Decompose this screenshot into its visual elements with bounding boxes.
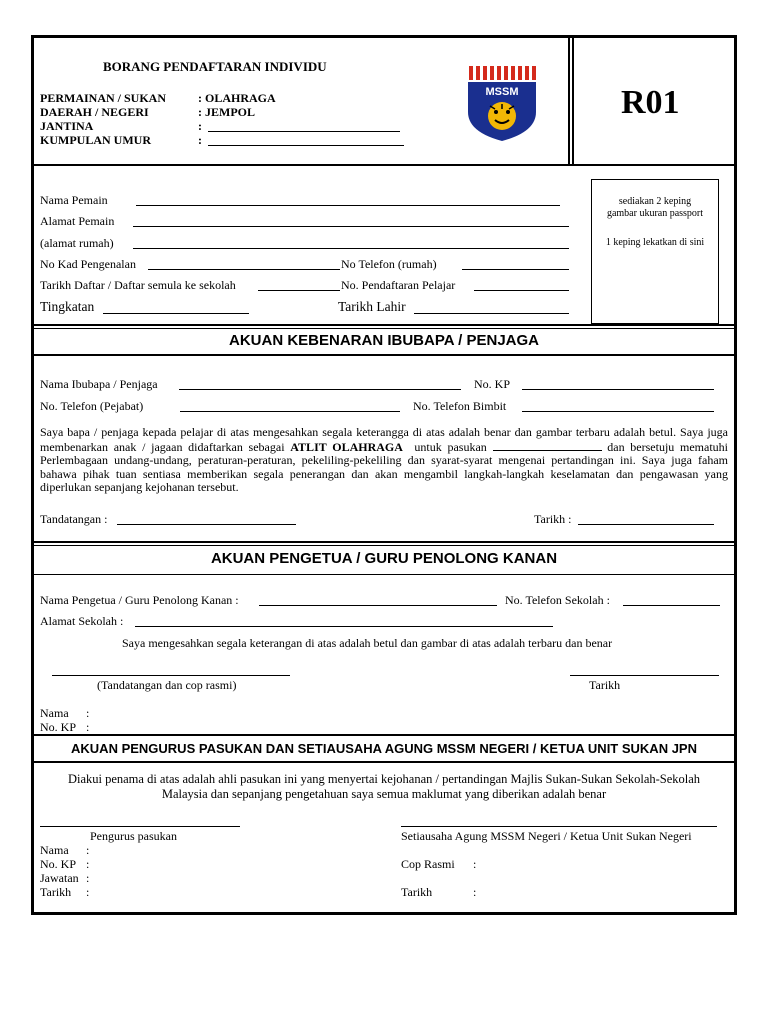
input-line-tarikh-daftar[interactable]	[258, 290, 340, 291]
heading-manager: AKUAN PENGURUS PASUKAN DAN SETIAUSAHA AGUNG MSSM NEGERI / KETUA UNIT SUKAN JPN	[71, 741, 697, 756]
input-line-parent-nokp[interactable]	[522, 389, 714, 390]
input-line-nama-pemain[interactable]	[136, 205, 560, 206]
section-line-2a	[34, 541, 734, 543]
section-line-2c	[34, 574, 734, 575]
principal-tarikh-caption: Tarikh	[589, 678, 621, 692]
field-label-umur: KUMPULAN UMUR	[40, 133, 151, 147]
photo-instruction-2: gambar ukuran passport	[606, 208, 704, 219]
label-setiausaha: Setiausaha Agung MSSM Negeri / Ketua Unit Sukan Negeri	[401, 829, 692, 843]
header-bottom-line	[34, 164, 734, 166]
label-parent-nokp: No. KP	[474, 377, 511, 391]
input-line-tel-rumah[interactable]	[462, 269, 569, 270]
section-line-3a	[34, 734, 734, 736]
input-line-parent-tarikh[interactable]	[578, 524, 714, 525]
label-principal-nama: Nama	[40, 706, 69, 720]
colon-setiausaha-tarikh: :	[473, 885, 477, 899]
label-cop-rasmi: Cop Rasmi	[401, 857, 455, 871]
label-manager-tarikh: Tarikh	[40, 885, 72, 899]
logo-text: MSSM	[485, 86, 519, 98]
input-line-tingkatan[interactable]	[103, 313, 249, 314]
colon-manager-nama: :	[86, 843, 90, 857]
principal-statement: Saya mengesahkan segala keterangan di atas adalah betul dan gambar di atas adalah terbaru dan benar	[122, 636, 613, 650]
colon-manager-nokp: :	[86, 857, 90, 871]
label-manager-jawatan: Jawatan	[40, 871, 79, 885]
label-parent-tarikh: Tarikh :	[534, 512, 572, 526]
photo-instruction-1: sediakan 2 keping	[618, 196, 692, 207]
label-alamat-sekolah: Alamat Sekolah :	[40, 614, 124, 628]
input-line-tel-pejabat[interactable]	[180, 411, 400, 412]
label-tel-sekolah: No. Telefon Sekolah :	[505, 593, 610, 607]
label-tel-rumah: No Telefon (rumah)	[341, 257, 437, 271]
input-line-tel-bimbit[interactable]	[522, 411, 714, 412]
parent-consent-paragraph: Saya bapa / penjaga kepada pelajar di atas mengesahkan segala keterangga di atas adalah benar dan gambar terbaru adalah betul. Saya juga membenarkan anak / jagaan didaftarkan sebagai ATLIT OLAHRAGA untuk pasukan dan bersetuju mematuhi Perlembagaan undang-undang, peraturan-peraturan, pekeliling-pekeliling dan syarat-syarat mengenai pertandingan ini. Saya juga faham bahawa pihak tuan sentiasa memberikan segala penerangan dan akan mengambil langkah-langkah keselamatan dan pengawasan yang diperlukan sepanjang kejohanan tersebut.	[40, 425, 729, 494]
label-pengurus: Pengurus pasukan	[90, 829, 177, 843]
mssm-logo	[465, 64, 539, 142]
label-nama-ibubapa: Nama Ibubapa / Penjaga	[40, 377, 158, 391]
label-tarikh-lahir: Tarikh Lahir	[338, 299, 406, 314]
section-line-1c	[34, 354, 734, 356]
input-line-no-kad[interactable]	[148, 269, 340, 270]
field-label-sukan: PERMAINAN / SUKAN	[40, 91, 166, 105]
field-value-jantina[interactable]: :	[198, 119, 202, 133]
field-value-umur[interactable]: :	[198, 133, 202, 147]
input-line-alamat-sekolah[interactable]	[135, 626, 553, 627]
label-nama-pengetua: Nama Pengetua / Guru Penolong Kanan :	[40, 593, 239, 607]
label-tarikh-daftar: Tarikh Daftar / Daftar semula ke sekolah	[40, 278, 236, 292]
photo-instruction-3: 1 keping lekatkan di sini	[605, 237, 705, 248]
input-line-tel-sekolah[interactable]	[623, 605, 720, 606]
form-code: R01	[621, 84, 680, 121]
heading-principal: AKUAN PENGETUA / GURU PENOLONG KANAN	[210, 550, 558, 567]
field-label-jantina: JANTINA	[40, 119, 94, 133]
umur-line	[208, 145, 404, 146]
input-line-principal-signature[interactable]	[52, 675, 290, 676]
principal-sign-caption: (Tandatangan dan cop rasmi)	[97, 678, 237, 692]
label-no-pendaftaran: No. Pendaftaran Pelajar	[341, 278, 456, 292]
input-line-no-pendaftaran[interactable]	[474, 290, 569, 291]
colon-cop-rasmi: :	[473, 857, 477, 871]
label-manager-nokp: No. KP	[40, 857, 77, 871]
label-tingkatan: Tingkatan	[40, 299, 95, 314]
label-alamat-rumah: (alamat rumah)	[40, 236, 114, 250]
header-divider-2	[572, 38, 574, 166]
colon-manager-tarikh: :	[86, 885, 90, 899]
colon-manager-jawatan: :	[86, 871, 90, 885]
section-line-2b	[34, 545, 734, 546]
manager-statement: Diakui penama di atas adalah ahli pasukan ini yang menyertai kejohanan / pertandingan Majlis Sukan-Sukan Sekolah-Sekolah Malaysia dan sepanjang pengetahuan saya semua maklumat yang diberikan adalah benar	[67, 772, 701, 801]
field-value-sukan[interactable]: : OLAHRAGA	[198, 91, 276, 105]
section-line-1b	[34, 328, 734, 329]
label-tel-bimbit: No. Telefon Bimbit	[413, 399, 507, 413]
label-no-kad: No Kad Pengenalan	[40, 257, 136, 271]
input-line-alamat-2[interactable]	[133, 248, 569, 249]
label-principal-nokp: No. KP	[40, 720, 77, 734]
input-line-setiausaha-signature[interactable]	[401, 826, 717, 827]
field-label-daerah: DAERAH / NEGERI	[40, 105, 149, 119]
passport-photo-box[interactable]	[591, 179, 719, 324]
field-value-daerah[interactable]: : JEMPOL	[198, 105, 255, 119]
input-line-nama-pengetua[interactable]	[259, 605, 497, 606]
jantina-line	[208, 131, 400, 132]
label-parent-tandatangan: Tandatangan :	[40, 512, 108, 526]
label-tel-pejabat: No. Telefon (Pejabat)	[40, 399, 144, 413]
section-line-3b	[34, 761, 734, 763]
section-line-1a	[34, 324, 734, 326]
label-nama-pemain: Nama Pemain	[40, 193, 108, 207]
input-line-parent-signature[interactable]	[117, 524, 296, 525]
input-line-tarikh-lahir[interactable]	[414, 313, 569, 314]
colon-principal-nama: :	[86, 706, 90, 720]
input-line-alamat-1[interactable]	[133, 226, 569, 227]
input-line-pengurus-signature[interactable]	[40, 826, 240, 827]
colon-principal-nokp: :	[86, 720, 90, 734]
input-line-nama-ibubapa[interactable]	[179, 389, 461, 390]
label-alamat-pemain: Alamat Pemain	[40, 214, 115, 228]
form-title: BORANG PENDAFTARAN INDIVIDU	[103, 59, 327, 74]
label-manager-nama: Nama	[40, 843, 69, 857]
header-divider-1	[568, 38, 570, 166]
label-setiausaha-tarikh: Tarikh	[401, 885, 433, 899]
input-line-principal-tarikh[interactable]	[570, 675, 719, 676]
heading-parent: AKUAN KEBENARAN IBUBAPA / PENJAGA	[228, 332, 540, 349]
